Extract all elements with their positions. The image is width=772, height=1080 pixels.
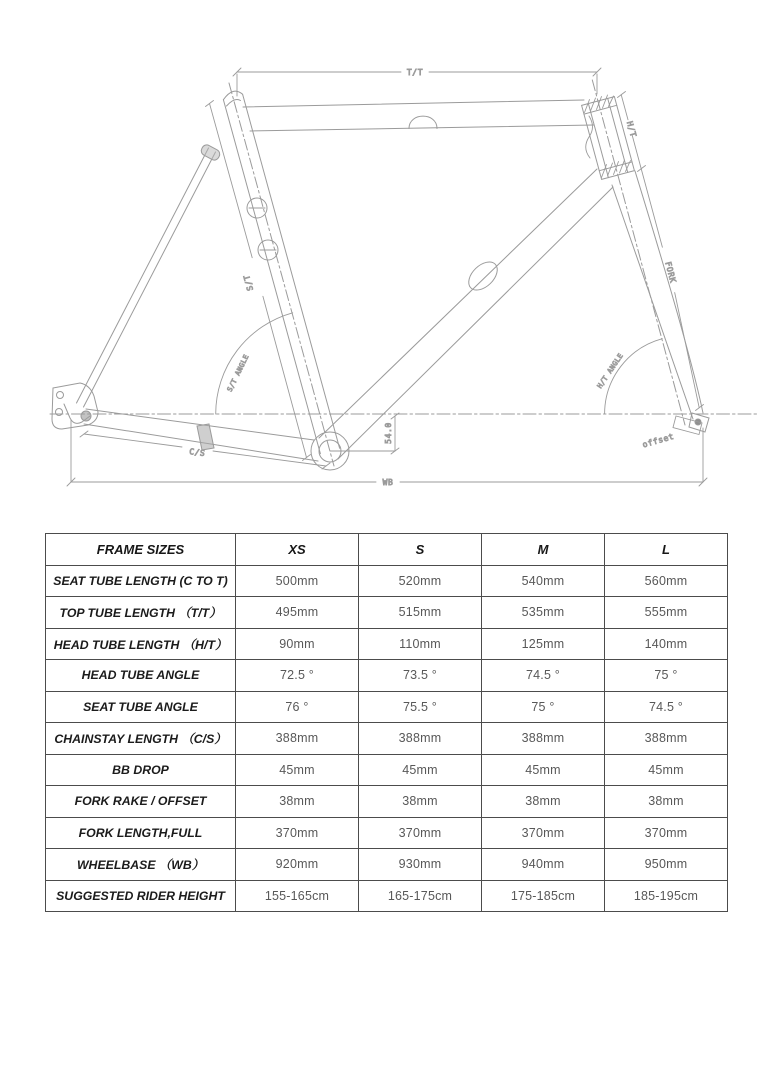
table-row — [46, 628, 728, 660]
row-value-xs: 38mm — [236, 786, 359, 818]
header-size-l: L — [605, 534, 728, 566]
row-value-l: 555mm — [605, 597, 728, 629]
seat-tube-angle-label: S/T ANGLE — [225, 353, 251, 394]
row-label: HEAD TUBE LENGTH （H/T） — [46, 628, 236, 660]
row-label: HEAD TUBE ANGLE — [46, 660, 236, 692]
header-frame-sizes: FRAME SIZES — [46, 534, 236, 566]
row-value-xs: 920mm — [236, 849, 359, 881]
spacer-squiggle — [586, 116, 593, 158]
chainstay-bridge — [197, 424, 214, 450]
row-label: FORK RAKE / OFFSET — [46, 786, 236, 818]
header-size-s: S — [359, 534, 482, 566]
row-value-s: 520mm — [359, 565, 482, 597]
fork — [612, 171, 709, 432]
row-value-xs: 72.5 ° — [236, 660, 359, 692]
row-value-l: 75 ° — [605, 660, 728, 692]
row-value-m: 370mm — [482, 817, 605, 849]
row-label: WHEELBASE （WB） — [46, 849, 236, 881]
row-value-xs: 155-165cm — [236, 880, 359, 912]
spec-table-body — [46, 565, 728, 912]
row-value-s: 75.5 ° — [359, 691, 482, 723]
seat-tube — [223, 91, 339, 454]
table-row — [46, 786, 728, 818]
table-row — [46, 660, 728, 692]
rear-dropout — [52, 383, 98, 429]
row-value-xs: 90mm — [236, 628, 359, 660]
row-value-l: 370mm — [605, 817, 728, 849]
row-value-l: 140mm — [605, 628, 728, 660]
row-label: CHAINSTAY LENGTH （C/S） — [46, 723, 236, 755]
row-value-m: 74.5 ° — [482, 660, 605, 692]
row-value-m: 388mm — [482, 723, 605, 755]
frame-geometry-diagram — [0, 0, 772, 515]
top-tube — [243, 100, 594, 131]
geometry-spec-table — [45, 533, 728, 912]
st-dimension — [206, 101, 311, 461]
row-label: TOP TUBE LENGTH （T/T） — [46, 597, 236, 629]
row-label: SEAT TUBE LENGTH (C TO T) — [46, 565, 236, 597]
head-tube-angle-label: H/T ANGLE — [595, 351, 625, 390]
row-label: FORK LENGTH,FULL — [46, 817, 236, 849]
table-row — [46, 565, 728, 597]
row-value-m: 175-185cm — [482, 880, 605, 912]
head-tube-angle-arc — [596, 339, 663, 414]
row-label: SUGGESTED RIDER HEIGHT — [46, 880, 236, 912]
table-row — [46, 597, 728, 629]
row-value-s: 930mm — [359, 849, 482, 881]
row-value-l: 45mm — [605, 754, 728, 786]
row-value-s: 110mm — [359, 628, 482, 660]
row-value-s: 165-175cm — [359, 880, 482, 912]
table-row — [46, 691, 728, 723]
table-row — [46, 723, 728, 755]
seat-stay — [77, 143, 222, 407]
tt-dimension — [233, 68, 601, 96]
table-row — [46, 849, 728, 881]
row-value-l: 38mm — [605, 786, 728, 818]
row-value-s: 515mm — [359, 597, 482, 629]
row-value-m: 535mm — [482, 597, 605, 629]
row-value-l: 74.5 ° — [605, 691, 728, 723]
down-tube — [319, 169, 613, 459]
bb-drop-label: 54.0 — [384, 422, 393, 444]
table-row — [46, 817, 728, 849]
tt-label: T/T — [406, 68, 424, 77]
row-value-s: 370mm — [359, 817, 482, 849]
row-value-xs: 388mm — [236, 723, 359, 755]
ht-label: H/T — [624, 120, 638, 139]
row-value-xs: 370mm — [236, 817, 359, 849]
row-value-m: 125mm — [482, 628, 605, 660]
top-tube-port — [409, 116, 437, 128]
row-value-xs: 45mm — [236, 754, 359, 786]
row-value-s: 73.5 ° — [359, 660, 482, 692]
row-value-m: 75 ° — [482, 691, 605, 723]
row-value-l: 950mm — [605, 849, 728, 881]
row-value-s: 45mm — [359, 754, 482, 786]
fork-label: FORK — [663, 260, 678, 284]
cs-label: C/S — [188, 446, 206, 459]
st-label: S/T — [242, 273, 256, 292]
row-label: BB DROP — [46, 754, 236, 786]
table-header-row — [46, 534, 728, 566]
row-value-m: 45mm — [482, 754, 605, 786]
row-value-l: 388mm — [605, 723, 728, 755]
offset-label: offset — [641, 431, 676, 450]
seat-tube-centerline — [229, 83, 334, 466]
down-tube-port — [463, 257, 502, 296]
table-row — [46, 754, 728, 786]
row-value-xs: 500mm — [236, 565, 359, 597]
row-value-m: 540mm — [482, 565, 605, 597]
header-size-m: M — [482, 534, 605, 566]
header-size-xs: XS — [236, 534, 359, 566]
row-value-s: 38mm — [359, 786, 482, 818]
row-value-s: 388mm — [359, 723, 482, 755]
row-value-l: 560mm — [605, 565, 728, 597]
row-label: SEAT TUBE ANGLE — [46, 691, 236, 723]
table-row — [46, 880, 728, 912]
row-value-xs: 76 ° — [236, 691, 359, 723]
row-value-m: 940mm — [482, 849, 605, 881]
row-value-xs: 495mm — [236, 597, 359, 629]
wb-label: WB — [382, 478, 394, 487]
offset-dimension — [641, 416, 702, 449]
row-value-l: 185-195cm — [605, 880, 728, 912]
row-value-m: 38mm — [482, 786, 605, 818]
